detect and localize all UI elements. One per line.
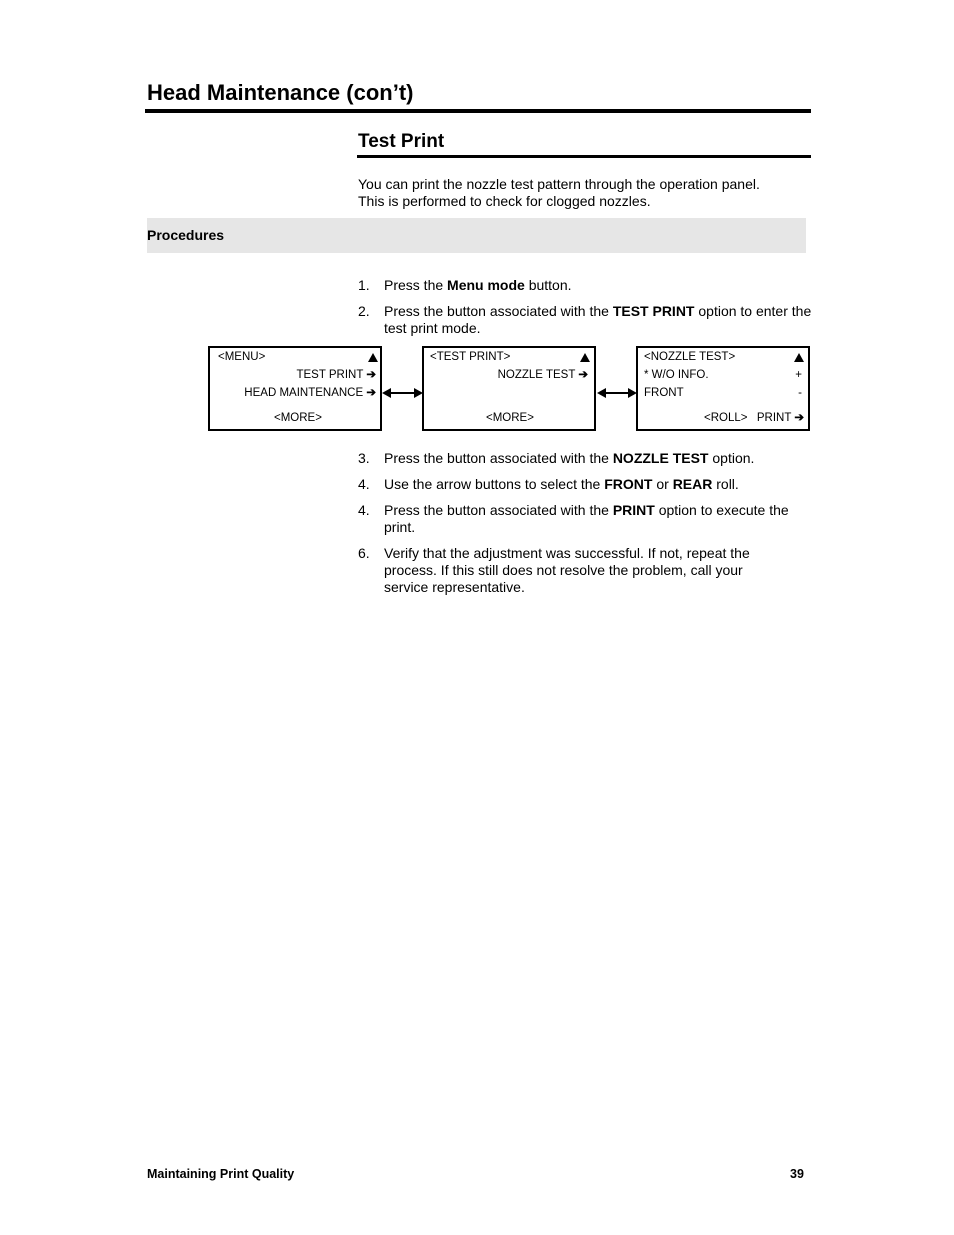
up-triangle-icon [580, 353, 590, 362]
step-5 [358, 502, 813, 536]
up-triangle-icon [368, 353, 378, 362]
section-title: Test Print [358, 131, 445, 152]
screen-option-nozzle-test: NOZZLE TEST ➔ [497, 369, 588, 381]
lcd-screen-menu [208, 346, 382, 431]
screen-footer-more: <MORE> [486, 412, 534, 424]
step-text: Press the button associated with the TEST PRINT option to enter the test print mode. [384, 303, 812, 336]
step-1 [358, 277, 813, 294]
step-number: 3. [358, 450, 370, 466]
screen-option-front: FRONT [644, 387, 684, 399]
step-4 [358, 476, 813, 493]
page-number: 39 [790, 1167, 804, 1181]
up-triangle-icon [794, 353, 804, 362]
screen-option-wo-info: * W/O INFO. [644, 369, 709, 381]
lcd-screen-test-print [422, 346, 596, 431]
step-text: Use the arrow buttons to select the FRONT or REAR roll. [384, 476, 739, 492]
connector-line [605, 392, 628, 394]
intro-line: This is performed to check for clogged nozzles. [358, 193, 651, 209]
step-text: Verify that the adjustment was successful. If not, repeat the process. If this still does not resolve the problem, call your service representative. [384, 545, 750, 595]
step-text: Press the button associated with the PRINT option to execute the print. [384, 502, 789, 535]
step-2 [358, 303, 813, 337]
procedures-label: Procedures [147, 227, 225, 243]
step-6 [358, 545, 813, 596]
screen-footer-print: PRINT ➔ [756, 412, 804, 424]
right-arrow-icon: ➔ [794, 412, 804, 424]
lcd-screen-nozzle-test [636, 346, 810, 431]
screen-header: <TEST PRINT> [430, 351, 511, 363]
right-arrow-icon: ➔ [578, 369, 588, 381]
screen-option-test-print: TEST PRINT ➔ [296, 369, 376, 381]
right-arrow-icon: ➔ [366, 387, 376, 399]
right-arrow-icon: ➔ [366, 369, 376, 381]
step-text: Press the Menu mode button. [384, 277, 572, 293]
page-title: Head Maintenance (con’t) [147, 80, 414, 105]
step-number: 1. [358, 277, 370, 293]
section-rule [357, 155, 811, 158]
plus-symbol: + [795, 369, 802, 381]
step-number: 2. [358, 303, 370, 319]
procedures-bar [147, 218, 806, 253]
screen-option-head-maintenance: HEAD MAINTENANCE ➔ [244, 387, 376, 399]
footer-chapter-title: Maintaining Print Quality [147, 1167, 295, 1181]
minus-symbol: - [798, 387, 802, 399]
connector-line [390, 392, 414, 394]
step-3 [358, 450, 813, 467]
screen-footer-roll: <ROLL> [704, 412, 748, 424]
screen-header: <NOZZLE TEST> [644, 351, 736, 363]
step-number: 4. [358, 476, 370, 492]
step-number: 6. [358, 545, 370, 561]
title-rule [145, 109, 811, 113]
step-text: Press the button associated with the NOZZLE TEST option. [384, 450, 755, 466]
step-number: 4. [358, 502, 370, 518]
screen-footer-more: <MORE> [274, 412, 322, 424]
intro-paragraph [358, 176, 808, 210]
intro-line: You can print the nozzle test pattern through the operation panel. [358, 176, 760, 192]
screen-header: <MENU> [218, 351, 266, 363]
